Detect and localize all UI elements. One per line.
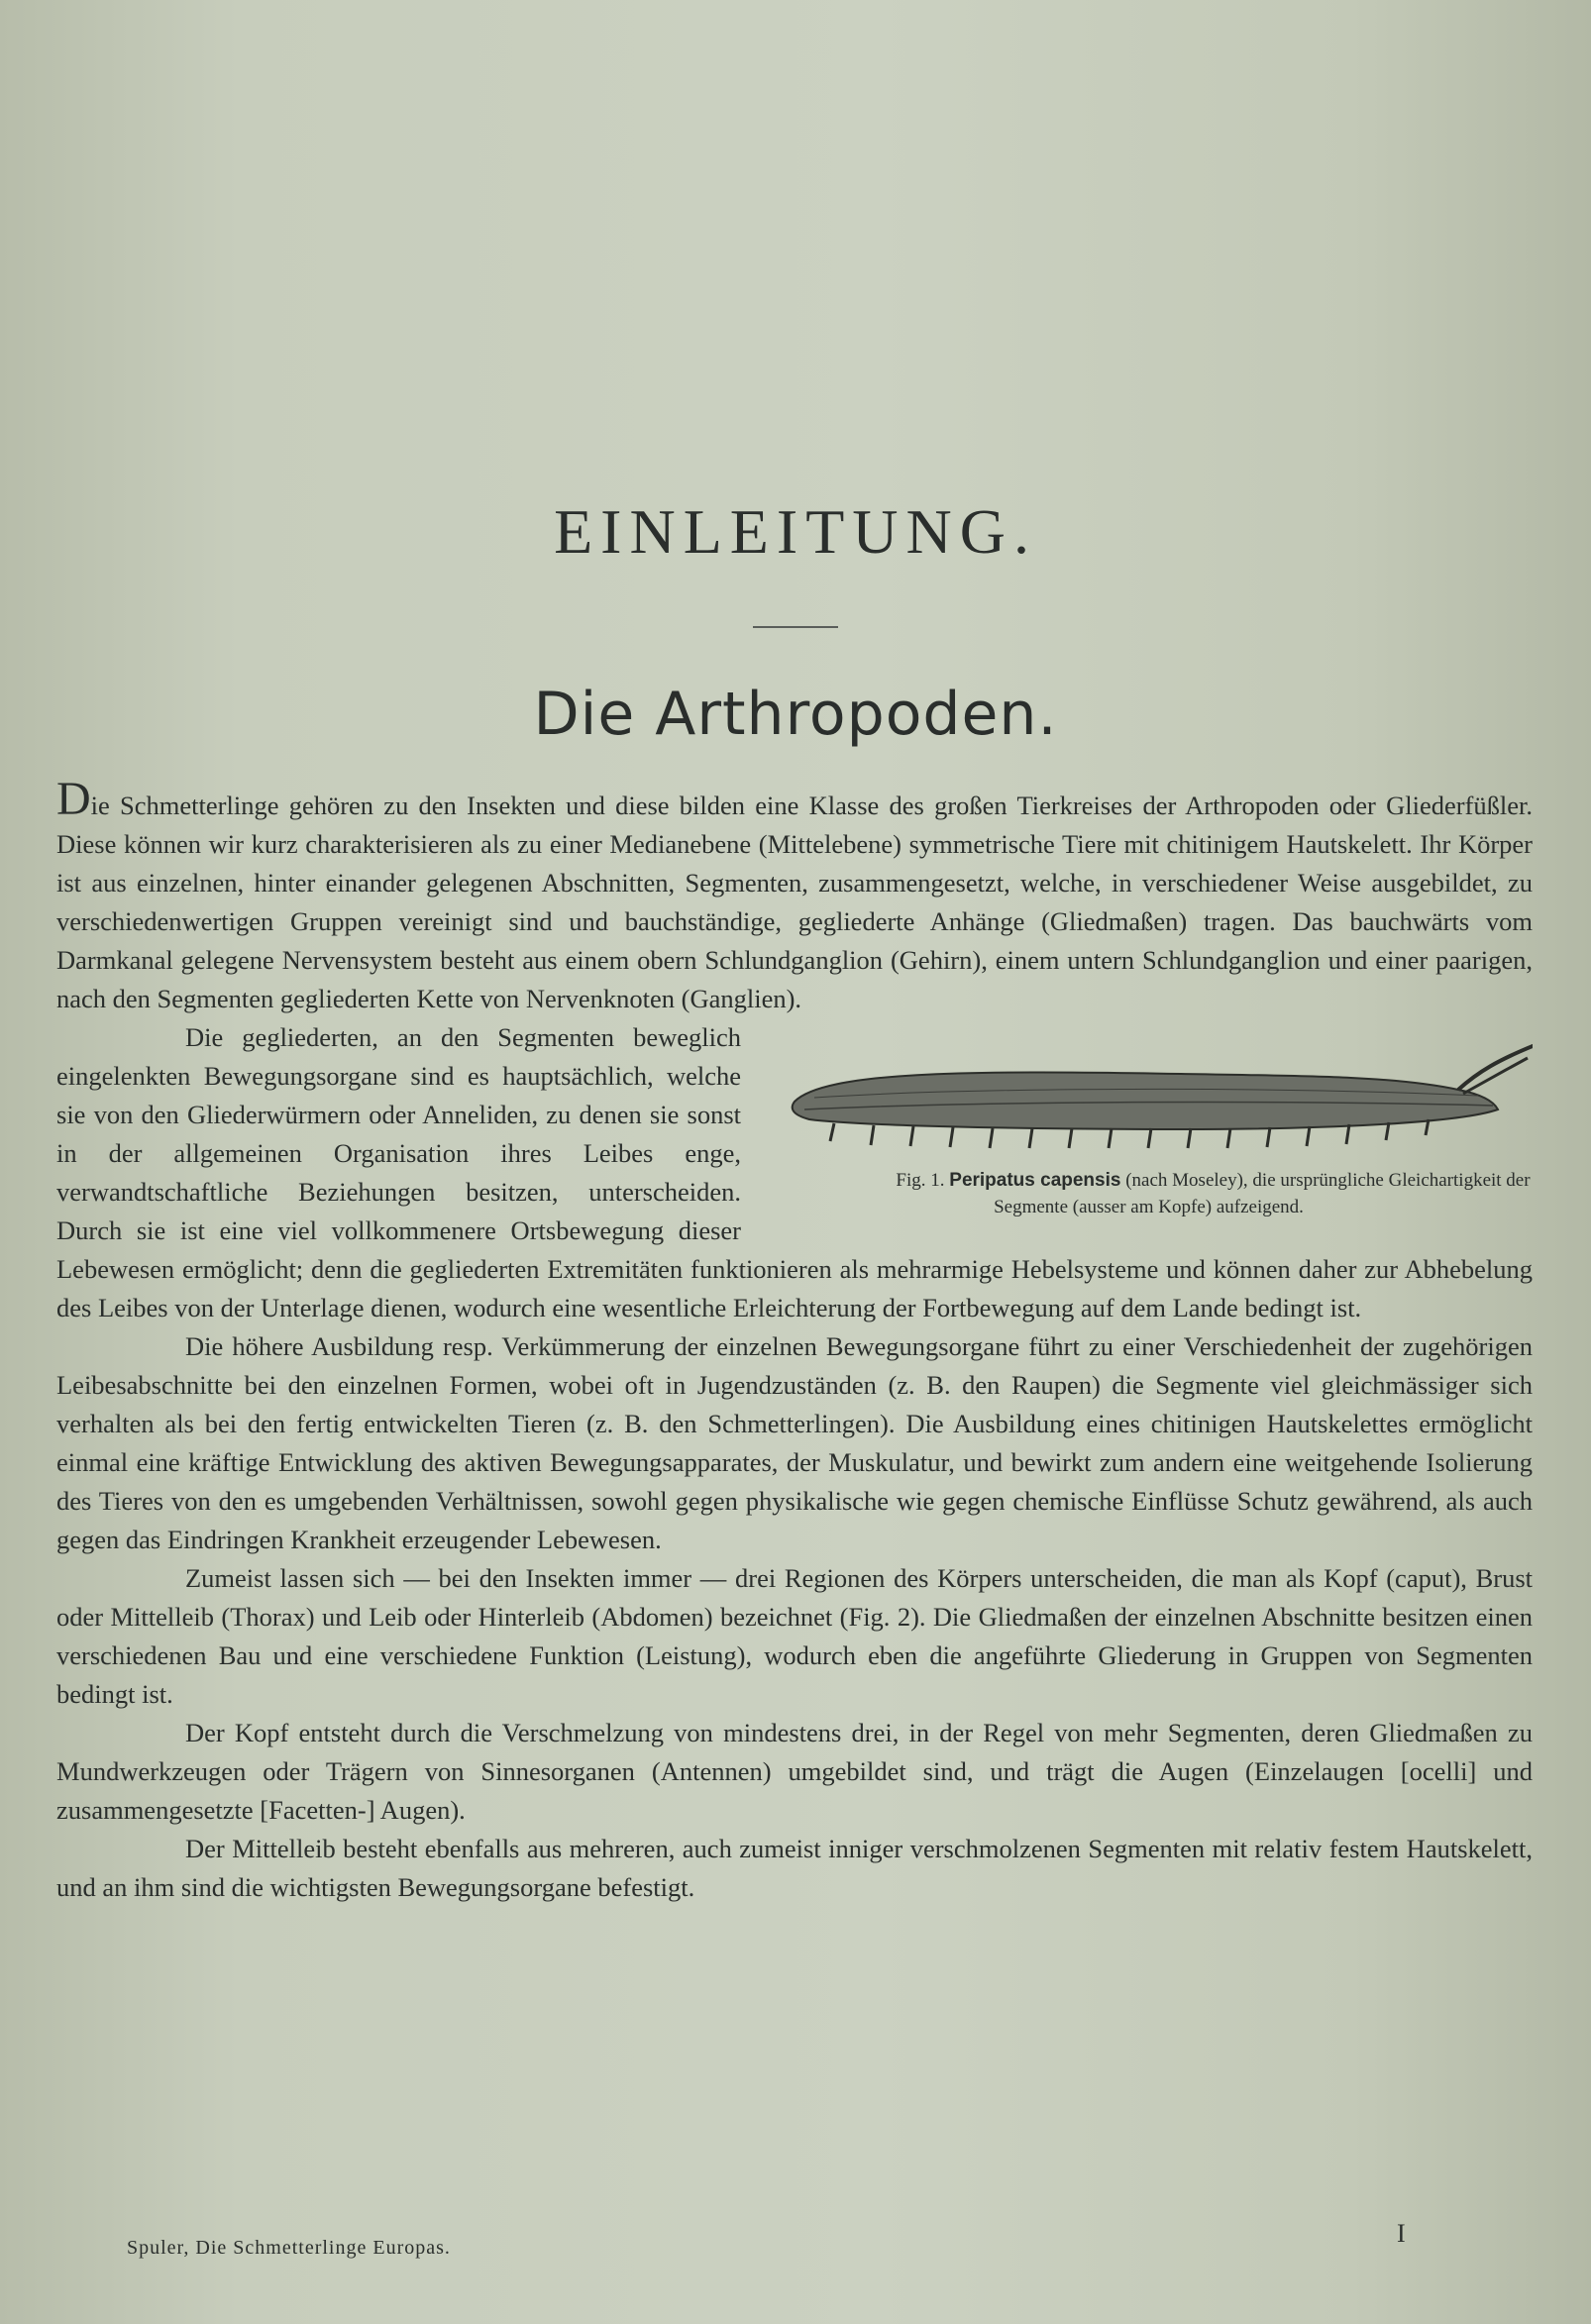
species-name: Peripatus capensis [949, 1170, 1121, 1191]
drop-cap: D [56, 773, 91, 825]
figure-caption [765, 1167, 1533, 1220]
paragraph-6: Der Mittelleib besteht ebenfalls aus mehreren, auch zumeist inniger verschmolzenen Segmenten mit relativ festem Hautskelett, und an ihm sind die wichtigsten Bewegungsorgane befestigt. [56, 1834, 1533, 1902]
paragraph-2 [56, 1018, 1533, 1327]
figure-1 [765, 1032, 1533, 1245]
paragraph-text: Die gegliederten, an den Segmenten beweglich eingelenkten Bewegungsorgane sind es hauptsächlich, welche sie von den Gliederwürmern oder Anneliden, zu denen sie sonst in der allgemeinen Organisation ihres Leibes enge, verwandtschaftliche Beziehungen besitzen, unterscheiden. Durch sie ist eine viel vollkommenere Ortsbewegung dieser Lebewesen ermöglicht; denn die gegliederten Extremitäten funktionieren als mehrarmige Hebelsysteme und können daher zur Abhebelung des Leibes von der Unterlage dienen, wodurch eine wesentliche Erleichterung der Fortbewegung auf dem Lande bedingt ist. [56, 1022, 1533, 1322]
heading-divider [753, 626, 838, 628]
paragraph-3: Die höhere Ausbildung resp. Verkümmerung der einzelnen Bewegungsorgane führt zu einer Verschiedenheit der zugehörigen Leibesabschnitte bei den einzelnen Formen, wobei oft in Jugendzuständen (z. B. den Raupen) die Segmente viel gleichmässiger sich verhalten als bei den fertig entwickelten Tieren (z. B. den Schmetterlingen). Die Ausbildung eines chitinigen Hautskelettes ermöglicht einmal eine kräftige Entwicklung des aktiven Bewegungsapparates, der Muskulatur, und bewirkt zum andern eine weitgehende Isolierung des Tieres von den es umgebenden Verhältnissen, sowohl gegen physikalische wie gegen chemische Einflüsse Schutz gewährend, als auch gegen das Eindringen Krankheit erzeugender Lebewesen. [56, 1331, 1533, 1554]
figure-label: Fig. 1. [896, 1170, 945, 1191]
caption-text: (nach Moseley), die ursprüngliche Gleichartigkeit der Segmente (ausser am Kopfe) aufzeigend. [994, 1170, 1531, 1217]
section-heading: Die Arthropoden. [533, 680, 1058, 749]
paragraph-text: ie Schmetterlinge gehören zu den Insekten und diese bilden eine Klasse des großen Tierkreises der Arthropoden oder Gliederfüßler. Diese können wir kurz charakterisieren als zu einer Medianebene (Mittelebene) symmetrische Tiere mit chitinigem Hautskelett. Ihr Körper ist aus einzelnen, hinter einander gelegenen Abschnitten, Segmenten, zusammengesetzt, welche, in verschiedener Weise ausgebildet, zu verschiedenwertigen Gruppen vereinigt sind und bauchständige, gegliederte Anhänge (Gliedmaßen) tragen. Das bauchwärts vom Darmkanal gelegene Nervensystem besteht aus einem obern Schlundganglion (Gehirn), einem untern Schlundganglion und einer paarigen, nach den Segmenten gegliederten Kette von Nervenknoten (Ganglien). [56, 791, 1533, 1013]
paragraph-1 [56, 773, 1533, 1018]
body-text [56, 773, 1533, 1907]
peripatus-illustration [765, 1032, 1533, 1161]
paragraph-4: Zumeist lassen sich — bei den Insekten immer — drei Regionen des Körpers unterscheiden, die man als Kopf (caput), Brust oder Mittelleib (Thorax) und Leib oder Hinterleib (Abdomen) bezeichnet (Fig. 2). Die Gliedmaßen der einzelnen Abschnitte besitzen einen verschiedenen Bau und eine verschiedene Funktion (Leistung), wodurch eben die angeführte Gliederung in Gruppen von Segmenten bedingt ist. [56, 1563, 1533, 1709]
page-number: I [1397, 2219, 1406, 2248]
running-footer: Spuler, Die Schmetterlinge Europas. [127, 2237, 451, 2259]
paragraph-5: Der Kopf entsteht durch die Verschmelzung von mindestens drei, in der Regel von mehr Segmenten, deren Gliedmaßen zu Mundwerkzeugen oder Trägern von Sinnesorganen (Antennen) umgebildet sind, und trägt die Augen (Einzelaugen [ocelli] und zusammengesetzte [Facetten-] Augen). [56, 1718, 1533, 1825]
chapter-heading: EINLEITUNG. [554, 496, 1037, 567]
